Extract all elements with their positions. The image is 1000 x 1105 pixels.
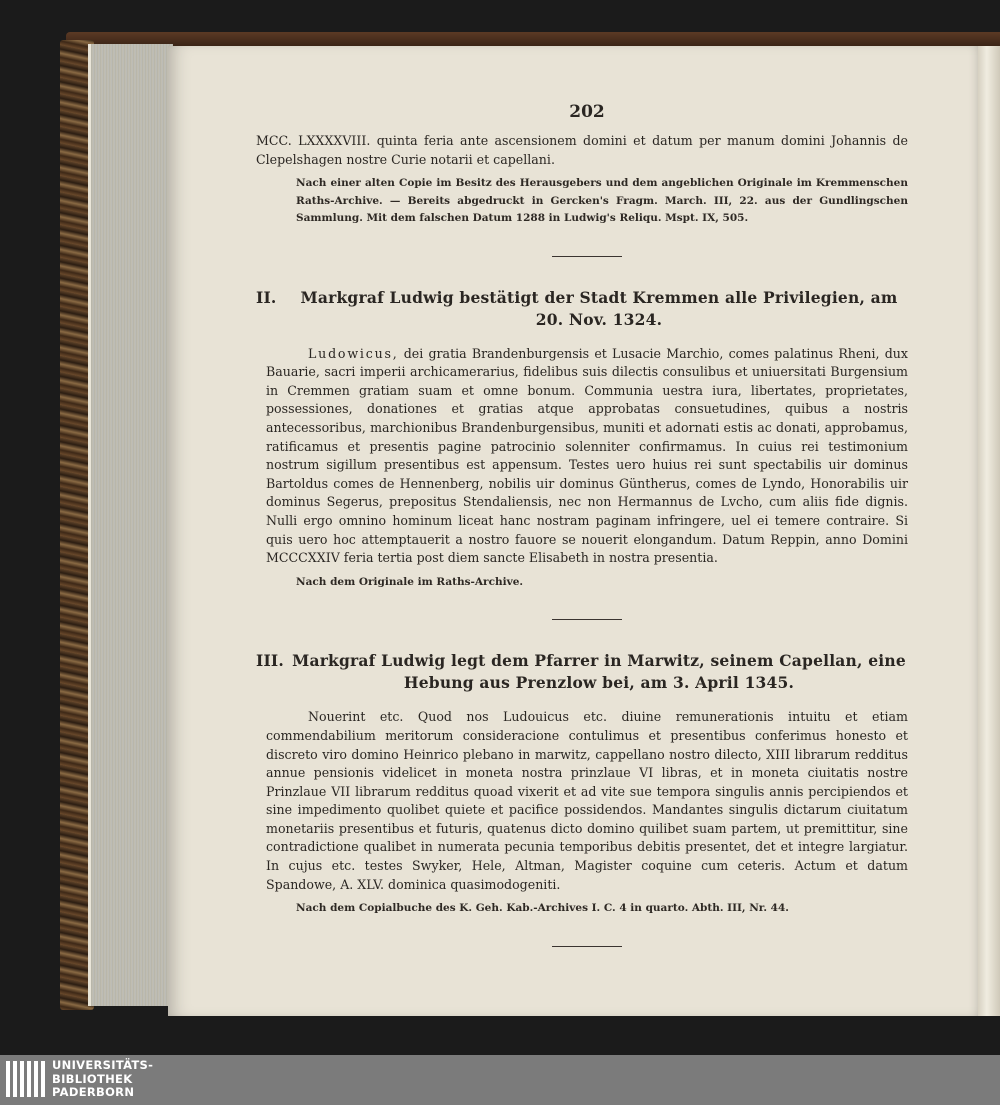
library-name-line-1: UNIVERSITÄTS- xyxy=(52,1058,154,1072)
document-2-heading xyxy=(256,287,908,331)
document-2-title: Markgraf Ludwig bestätigt der Stadt Kremmen alle Privilegien, am 20. Nov. 1324. xyxy=(300,287,898,329)
document-3-title: Markgraf Ludwig legt dem Pfarrer in Marwitz, seinem Capellan, eine Hebung aus Prenzlow bei, am 3. April 1345. xyxy=(292,651,906,693)
document-3-number: III. xyxy=(256,651,284,671)
page-number: 202 xyxy=(569,102,605,122)
library-name-line-2: BIBLIOTHEK xyxy=(52,1071,133,1086)
library-footer-bar xyxy=(0,1055,1000,1105)
book-cover-top xyxy=(66,32,1000,46)
document-2-number: II. xyxy=(256,287,277,307)
section-divider xyxy=(552,256,622,257)
page-content xyxy=(256,102,908,977)
document-2-lead-word: Ludowicus, xyxy=(308,345,399,361)
document-2-body: dei gratia Brandenburgensis et Lusacie Marchio, comes palatinus Rheni, dux Bauarie, sacri imperii archicamerarius, fidelibus suis dilectis consulibus et uniuersitati Burgensium in Cremmen gratiam suam et omne bonum. Communia uestra iura, libertates, proprietates, possessiones, donationes et gratias atque approbatas consuetudines, quibus a nostris antecessoribus, marchionibus Brandenburgensibus, muniti et adornati estis ac donati, approbamus, ratificamus et presentis pagine patrocinio solenniter confirmamus. In cuius rei testimonium nostrum sigillum presentibus est appensum. Testes uero huius rei sunt spectabilis uir dominus Bartoldus comes de Hennenberg, nobilis uir dominus Güntherus, comes de Lyndo, Honorabilis uir dominus Segerus, prepositus Stendaliensis, nec non Hermannus de Lvcho, cum aliis fide dignis. Nulli ergo omnino hominum liceat hanc nostram paginam infringere, uel ei temere contraire. Si quis uero hoc attemptauerit a nostro fauore se nouerit elongandum. Datum Reppin, anno Domini MCCCXXIV feria tertia post diem sancte Elisabeth in nostra presentia. xyxy=(266,345,908,566)
facing-page-edge xyxy=(978,46,1000,1016)
section-divider xyxy=(552,619,622,620)
page-edges xyxy=(88,44,173,1006)
document-1-closing-text: MCC. LXXXXVIII. quinta feria ante ascensionem domini et datum per manum domini Johannis de Clepelshagen nostre Curie notarii et capellani. xyxy=(256,133,908,167)
document-3-heading xyxy=(256,650,908,694)
document-3-text: Nouerint etc. Quod nos Ludouicus etc. diuine remunerationis intuitu et etiam commendabilium meritorum consideracione contulimus et presentibus conferimus honesto et discreto viro domino Heinrico plebano in marwitz, cappellano nostro dilecto, XIII librarum redditus annue pensionis videlicet in moneta nostra prinzlaue VI libras, et in moneta ciuitatis nostre Prinzlaue VII librarum redditus quoad vixerit et ad vite sue tempora singulis annis percipiendos et sine impedimento quolibet quiete et pacifice possidendos. Mandantes singulis dictarum ciuitatum monetariis presentibus et futuris, quatenus dicto domino quilibet suam partem, ut premittitur, sine contradictione qualibet in numerata pecunia temporibus debitis presentet, det et integre largiatur. In cujus etc. testes Swyker, Hele, Altman, Magister coquine cum ceteris. Actum et datum Spandowe, A. XLV. dominica quasimodogeniti. xyxy=(266,709,908,892)
document-3-source-note: Nach dem Copialbuche des K. Geh. Kab.-Archives I. C. 4 in quarto. Abth. III, Nr. 44. xyxy=(296,902,789,915)
library-logo-icon xyxy=(6,1061,46,1097)
document-2-source-note: Nach dem Originale im Raths-Archive. xyxy=(296,575,524,588)
library-name-line-3: PADERBORN xyxy=(52,1085,135,1099)
library-name xyxy=(52,1059,153,1100)
document-2-text xyxy=(266,345,908,568)
section-divider xyxy=(552,946,622,947)
book-page xyxy=(168,46,978,1016)
document-1-source-note: Nach einer alten Copie im Besitz des Herausgebers und dem angeblichen Originale im Kremmenschen Raths-Archive. — Bereits abgedruckt in Gercken's Fragm. March. III, 22. aus der Gundlingschen Sammlung. Mit dem falschen Datum 1288 in Ludwig's Reliqu. Mspt. IX, 505. xyxy=(296,177,908,225)
